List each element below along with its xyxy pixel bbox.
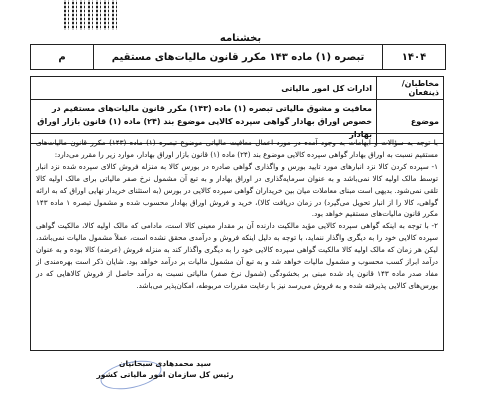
subject-label: موضوع	[377, 100, 444, 144]
document-heading: بخشنامه	[219, 33, 262, 44]
subject-value: معافیت و مشوق مالیاتی تبصره (۱) ماده (۱۴۳) مکرر قانون مالیات‌های مستقیم در خصوص اوراق بهادار گواهی سپرده کالایی موضوع بند (۲۴) ماده (۱) قانون بازار اوراق بهادار	[31, 100, 377, 144]
signatory-role: رئیس کل سازمان امور مالیاتی کشور	[96, 370, 234, 379]
title-box	[30, 44, 446, 70]
body-paragraph-1: ۱- سپرده کردن کالا نزد انبارهای مورد تایید بورس و واگذاری گواهی صادره در بورس کالا به منزله فروش کالای سپرده شده نزد انبار توسط مالک اولیه کالا نمی‌باشد و به عنوان سرمایه‌گذاری در اوراق بهادار و به تبع آن مشمول نرخ صفر مالیاتی برای مالک اولیه کالا تلقی نمی‌شود. بدیهی است مبنای معاملات میان بین خریداران گواهی سپرده کالایی در بورس (به استثنای خریدار نهایی اوراق که به ارائه گواهی، کالا را از انبار تحویل می‌گیرد) در زمان دریافت کالا)، خرید و فروش اوراق بهادار محسوب شده و مشمول تبصره ۱ ماده ۱۴۳ مکرر قانون مالیات‌های مستقیم خواهد بود.	[36, 161, 438, 219]
document-code: م	[31, 45, 94, 69]
document-year: ۱۴۰۴	[401, 51, 427, 63]
signatory-name: سید محمدهادی سبحانیان	[119, 359, 211, 368]
body-intro: با توجه به سؤالات و ابهامات به وجود آمده در مورد اعمال معافیت مالیاتی موضوع تبصره (۱) ماده (۱۴۳) مکرر قانون مالیات‌های مستقیم نسبت به اوراق بهادار گواهی سپرده کالایی موضوع بند (۲۴) ماده (۱) قانون بازار اوراق بهادار، موارد زیر را مقرر می‌دارد:	[36, 138, 438, 159]
body-paragraph-2: ۲- با توجه به اینکه گواهی سپرده کالایی مؤید مالکیت دارنده آن بر مقدار معینی کالا است، مادامی که مالک اولیه کالا، مالکیت گواهی سپرده کالایی خود را به دیگری واگذار ننماید، با توجه به دلیل اینکه فروش و درآمدی محقق نشده است، عملاً مشمول مالیات نمی‌باشد، لیکن هر زمان که مالک اولیه کالا مالکیت گواهی سپرده کالایی خود را به دیگری واگذار کند به منزله فروش (عرضه) کالا بوده و به عنوان درآمد ابراز کسب محسوب و مشمول مالیات خواهد شد و به تبع آن مشمول مالیات بر درآمد خواهد بود. شایان ذکر است بهره‌مندی از مفاد صدر ماده ۱۴۳ قانون یاد شده مبنی بر بخشودگی (شمول نرخ صفر) مالیاتی نسبت به درآمد حاصل از فروش کالاهایی که در بورس‌های کالایی پذیرفته شده و به فروش می‌رسد نیز با رعایت مقررات مربوطه، امکان‌پذیر می‌باشد.	[36, 221, 438, 290]
audience-value: ادارات کل امور مالیاتی	[31, 77, 377, 100]
audience-label: مخاطبان/ذینفعان	[377, 77, 444, 100]
signature-block	[90, 358, 240, 380]
qr-code	[64, 0, 118, 30]
document-title: تبصره (۱) ماده ۱۴۳ مکرر قانون مالیات‌های مستقیم	[94, 45, 383, 69]
document-body	[30, 133, 444, 351]
